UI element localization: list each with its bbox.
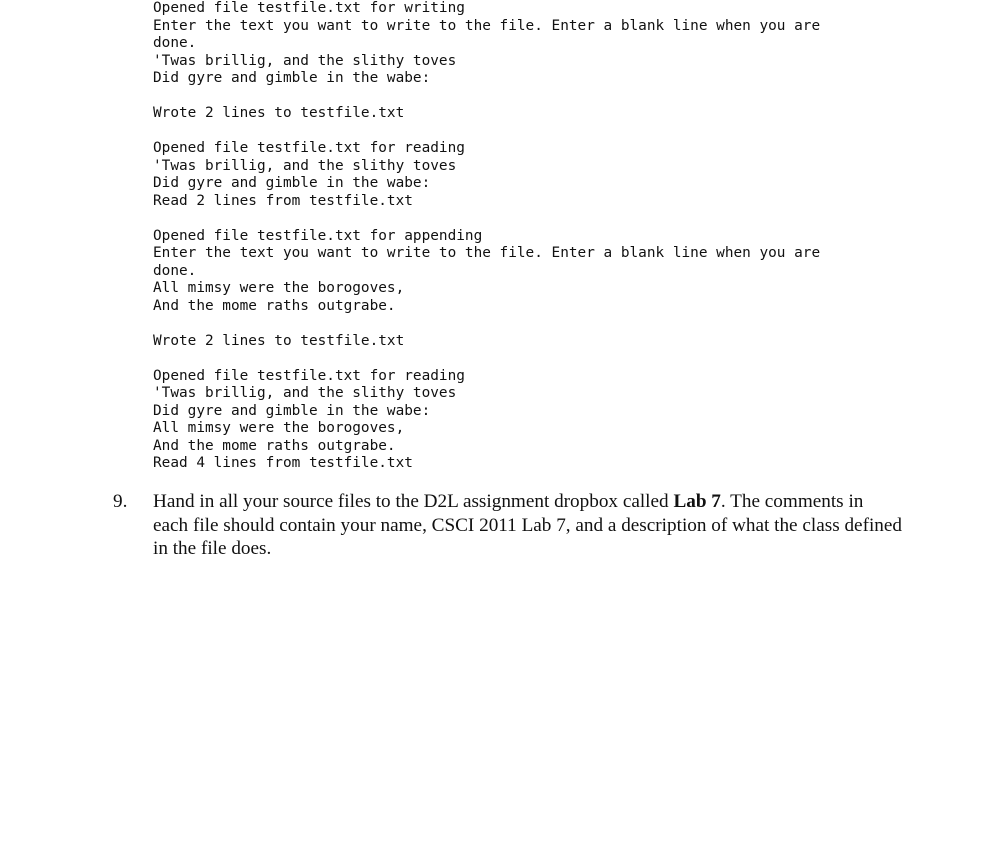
step-text-before: Hand in all your source files to the D2L assignment dropbox called: [153, 491, 674, 512]
console-line: All mimsy were the borogoves,: [153, 420, 405, 436]
console-blank-line: [153, 88, 820, 106]
console-output: [153, 0, 820, 473]
console-line: And the mome raths outgrabe.: [153, 437, 396, 454]
console-line: Read 2 lines from testfile.txt: [153, 192, 413, 209]
dropbox-name: Lab 7: [673, 491, 721, 512]
console-line: done.: [153, 35, 197, 51]
console-line: 'Twas brillig, and the slithy toves: [153, 385, 457, 401]
console-line: Opened file testfile.txt for writing: [153, 0, 465, 16]
console-line: done.: [153, 262, 197, 279]
console-line: Read 4 lines from testfile.txt: [153, 455, 413, 471]
step-9: [113, 490, 903, 561]
step-number: 9.: [113, 491, 128, 512]
console-line: Opened file testfile.txt for reading: [153, 140, 465, 156]
console-line: Did gyre and gimble in the wabe:: [153, 175, 431, 191]
console-line: 'Twas brillig, and the slithy toves: [153, 157, 457, 174]
console-line: And the mome raths outgrabe.: [153, 297, 396, 314]
step-text: [153, 490, 903, 561]
console-blank-line: [153, 210, 820, 228]
console-line: Wrote 2 lines to testfile.txt: [153, 332, 405, 349]
console-line: Opened file testfile.txt for appending: [153, 227, 483, 244]
console-line: Did gyre and gimble in the wabe:: [153, 402, 431, 419]
console-blank-line: [153, 315, 820, 333]
console-line: Enter the text you want to write to the file. Enter a blank line when you are: [153, 245, 821, 261]
console-line: Wrote 2 lines to testfile.txt: [153, 105, 405, 121]
console-blank-line: [153, 350, 820, 368]
console-line: All mimsy were the borogoves,: [153, 280, 405, 296]
console-line: 'Twas brillig, and the slithy toves: [153, 52, 457, 69]
console-line: Did gyre and gimble in the wabe:: [153, 70, 431, 86]
console-line: Opened file testfile.txt for reading: [153, 367, 465, 384]
console-line: Enter the text you want to write to the file. Enter a blank line when you are: [153, 17, 821, 34]
step-text-after: . The comments in each file should contain your name, CSCI 2011 Lab 7, and a description of what the class defined in the file does.: [153, 491, 902, 559]
console-blank-line: [153, 123, 820, 141]
